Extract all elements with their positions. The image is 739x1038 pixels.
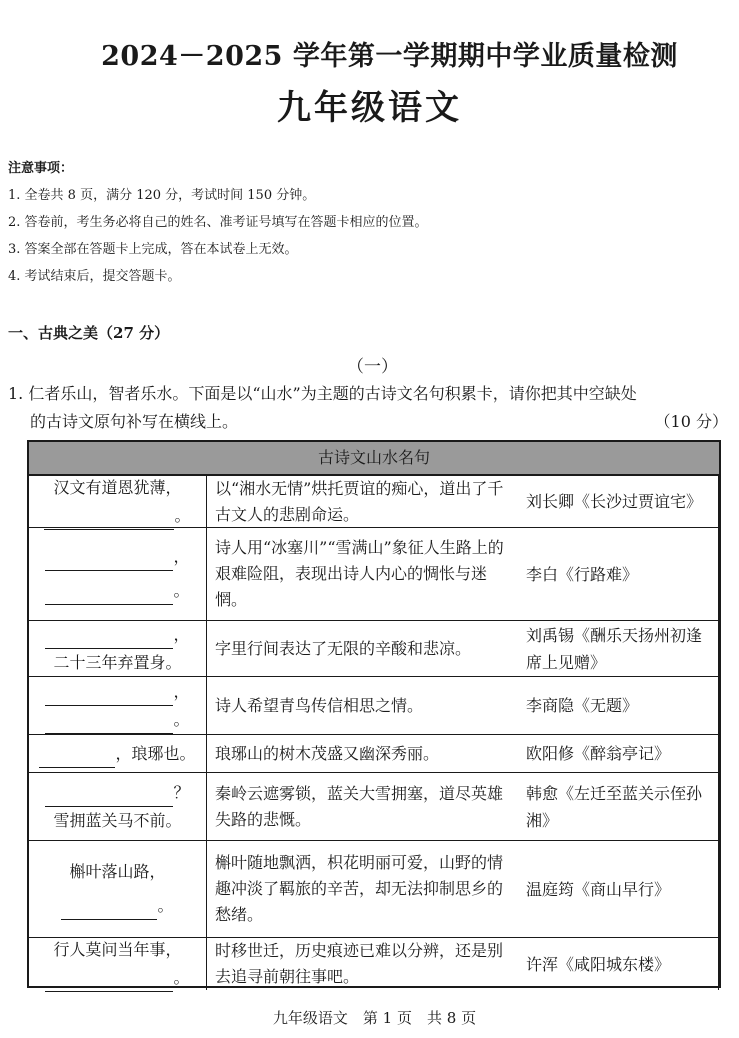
verse-line: ？: [45, 779, 189, 807]
table-cell-desc: 诗人用“冰塞川”“雪满山”象征人生路上的艰难险阻，表现出诗人内心的惆怅与迷惘。: [207, 528, 518, 621]
question-text-line1: 1. 仁者乐山，智者乐水。下面是以“山水”为主题的古诗文名句积累卡，请你把其中空缺处: [8, 384, 637, 403]
table-cell-verse: [29, 773, 207, 841]
poetry-card-table: [27, 440, 721, 988]
table-cell-source: 李白《行路难》: [518, 528, 719, 621]
table-cell-verse: [29, 841, 207, 938]
table-cell-source: 许浑《咸阳城东楼》: [518, 938, 719, 990]
table-cell-desc: 以“湘水无情”烘托贾谊的痴心，道出了千古文人的悲剧命运。: [207, 476, 518, 528]
verse-line: 。: [45, 706, 189, 734]
table-cell-desc: 秦岭云遮雾锁，蓝关大雪拥塞，道尽英雄失路的悲慨。: [207, 773, 518, 841]
fill-blank[interactable]: [61, 901, 157, 920]
table-cell-verse: [29, 528, 207, 621]
section-heading: 一、古典之美（27 分）: [8, 324, 170, 342]
question-1: [8, 380, 728, 436]
table-cell-verse: [29, 677, 207, 735]
table-cell-verse: [29, 621, 207, 677]
page-footer: 九年级语文 第 1 页 共 8 页: [272, 1009, 477, 1027]
table-cell-source: 欧阳修《醉翁亭记》: [518, 735, 719, 773]
verse-line: 。: [61, 892, 173, 920]
fill-blank[interactable]: [45, 552, 173, 571]
table-cell-desc: 琅琊山的树木茂盛又幽深秀丽。: [207, 735, 518, 773]
verse-line: 汉文有道恩犹薄，: [53, 477, 182, 497]
table-cell-source: 李商隐《无题》: [518, 677, 719, 735]
verse-line: ，: [45, 621, 189, 649]
table-cell-desc: 诗人希望青鸟传信相思之情。: [207, 677, 518, 735]
table-cell-desc: 槲叶随地飘洒，枳花明丽可爱，山野的情趣冲淡了羁旅的辛苦，却无法抑制思乡的愁绪。: [207, 841, 518, 938]
verse-line: 。: [45, 577, 189, 605]
note-item: 4. 考试结束后，提交答题卡。: [8, 269, 181, 284]
verse-line: 。: [45, 964, 189, 992]
question-text-line2-row: [8, 408, 728, 436]
verse-line: 二十三年弃置身。: [53, 652, 182, 672]
verse-line: ，: [45, 543, 189, 571]
fill-blank[interactable]: [45, 687, 173, 706]
verse-line: 。: [44, 502, 190, 530]
table-cell-source: 刘禹锡《酬乐天扬州初逢席上见赠》: [518, 621, 719, 677]
fill-blank[interactable]: [45, 630, 173, 649]
fill-blank[interactable]: [39, 749, 115, 768]
verse-line: ，: [45, 678, 189, 706]
fill-blank[interactable]: [45, 973, 173, 992]
table-header: 古诗文山水名句: [29, 442, 719, 476]
fill-blank[interactable]: [45, 788, 173, 807]
subsection-heading: （一）: [347, 357, 398, 377]
notes-heading: 注意事项：: [8, 161, 74, 176]
exam-title: 2024－2025 学年第一学期期中学业质量检测: [101, 41, 678, 72]
table-cell-verse: [29, 476, 207, 528]
question-score: （10 分）: [654, 412, 728, 431]
table-cell-source: 刘长卿《长沙过贾谊宅》: [518, 476, 719, 528]
fill-blank[interactable]: [45, 586, 173, 605]
table-cell-verse: [29, 735, 207, 773]
fill-blank[interactable]: [45, 715, 173, 734]
verse-line: 行人莫问当年事，: [53, 940, 182, 959]
note-item: 2. 答卷前，考生务必将自己的姓名、准考证号填写在答题卡相应的位置。: [8, 215, 428, 230]
notes-block: [8, 155, 428, 290]
fill-blank[interactable]: [44, 511, 174, 530]
question-text-line2: 的古诗文原句补写在横线上。: [30, 412, 239, 431]
note-item: 1. 全卷共 8 页，满分 120 分，考试时间 150 分钟。: [8, 188, 316, 203]
note-item: 3. 答案全部在答题卡上完成，答在本试卷上无效。: [8, 242, 298, 257]
table-cell-desc: 字里行间表达了无限的辛酸和悲凉。: [207, 621, 518, 677]
table-cell-verse: [29, 938, 207, 990]
table-cell-source: 温庭筠《商山早行》: [518, 841, 719, 938]
table-cell-source: 韩愈《左迁至蓝关示侄孙湘》: [518, 773, 719, 841]
table-cell-desc: 时移世迁，历史痕迹已难以分辨，还是别去追寻前朝往事吧。: [215, 941, 504, 986]
verse-line: 雪拥蓝关马不前。: [53, 810, 182, 830]
verse-line: 槲叶落山路，: [69, 862, 166, 881]
exam-subject: 九年级语文: [277, 88, 462, 128]
verse-line: ，琅琊也。: [39, 740, 195, 768]
